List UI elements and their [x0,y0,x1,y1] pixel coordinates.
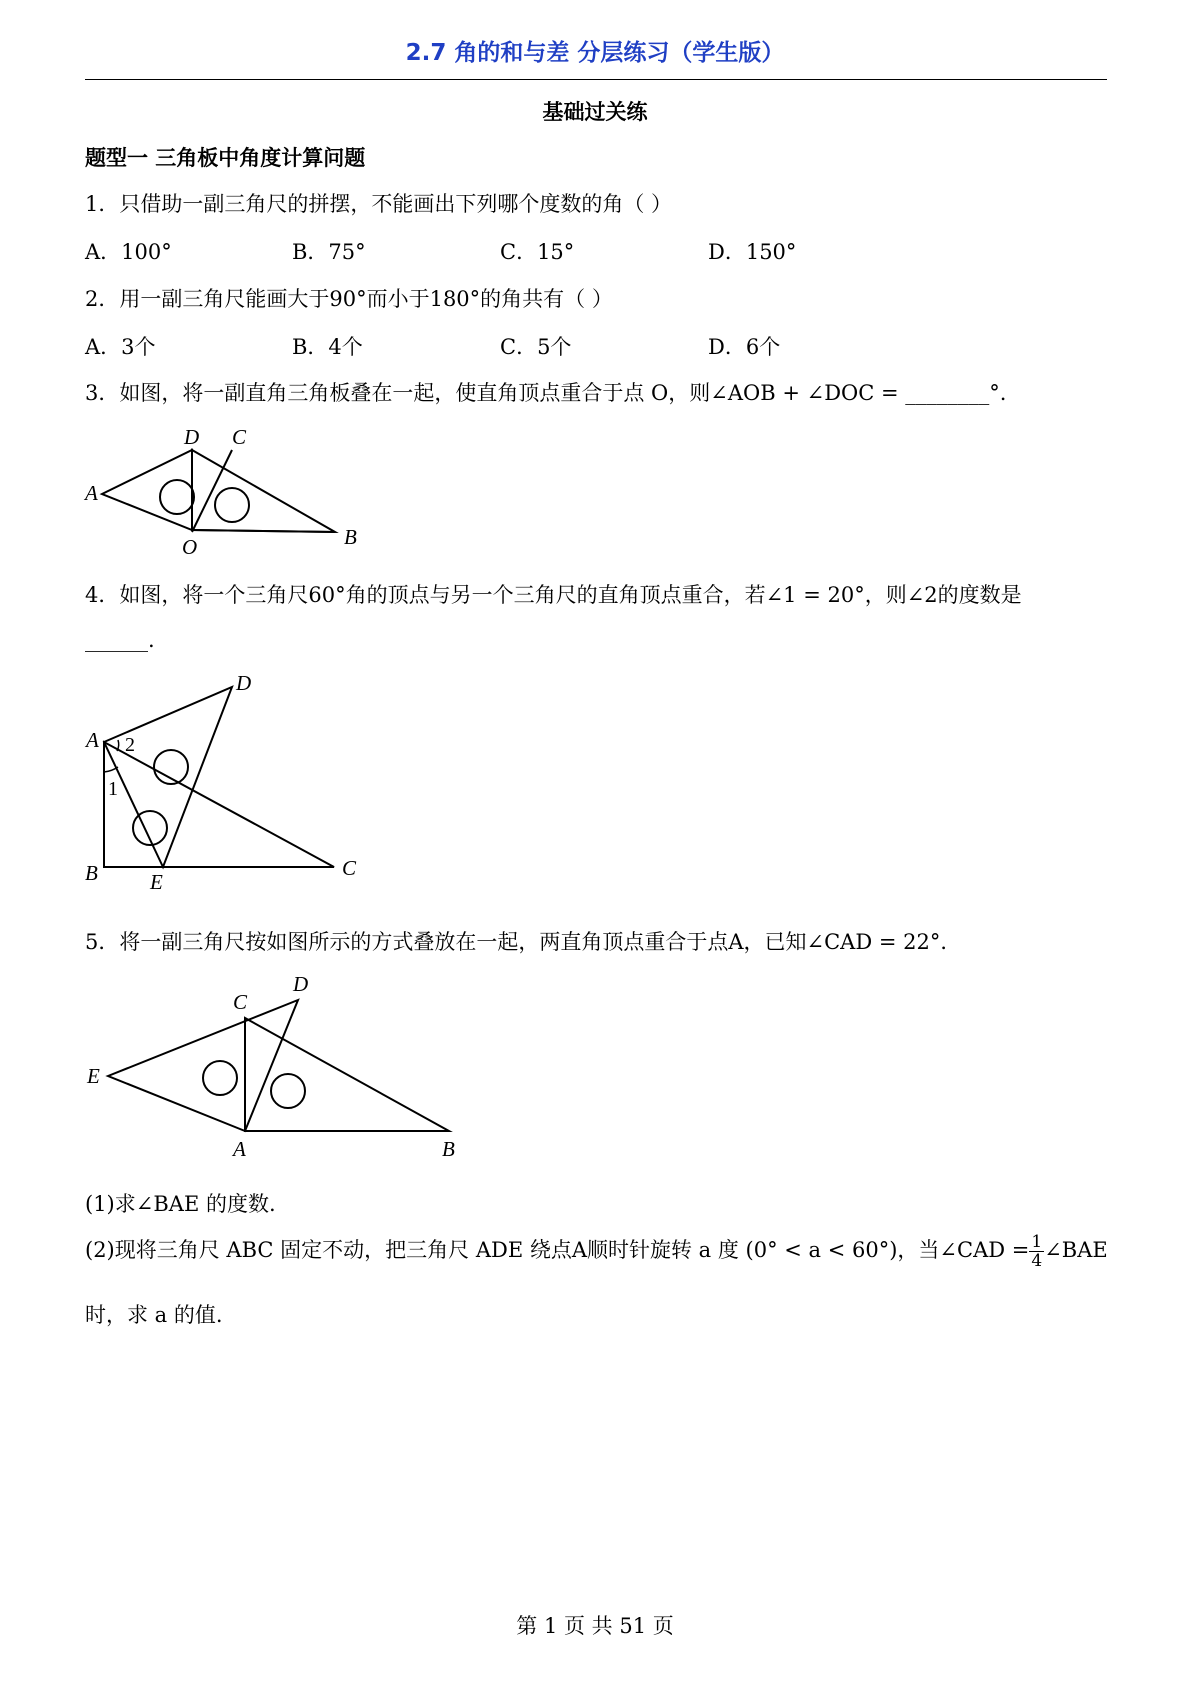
q3-label-a: A [85,481,98,505]
q1-option-a: A．100° [85,240,172,264]
section-title: 基础过关练 [542,100,648,124]
q4-angle-2-arc [117,740,119,751]
question-type-heading: 题型一 三角板中角度计算问题 [85,146,366,170]
q5-label-b: B [442,1137,455,1161]
q3-line-ob [192,530,335,532]
q3-triangle-left [102,450,192,530]
q4-figure [80,675,380,900]
q5-hole-1 [203,1061,237,1095]
q5-triangle-ade [108,1000,298,1131]
q4-label-d: D [236,675,252,695]
q5-fraction-numerator: 1 [1031,1232,1043,1252]
q3-label-o: O [182,535,198,559]
q5-part-2 [85,1233,1108,1270]
q3-label-c: C [232,425,247,449]
document-title: 2.7 角的和与差 分层练习（学生版） [405,40,785,66]
q2-option-d: D．6个 [708,335,781,359]
header-rule [85,79,1107,80]
q5-part-2-angle: ∠BAE [1044,1238,1108,1262]
q3-label-b: B [344,525,357,549]
q5-part-1: (1)求∠BAE 的度数. [85,1192,276,1216]
q5-fraction-denominator: 4 [1031,1251,1043,1271]
q5-label-a: A [233,1137,246,1161]
question-2-stem: 2．用一副三角尺能画大于90°而小于180°的角共有（ ） [85,287,613,311]
question-5-stem: 5．将一副三角尺按如图所示的方式叠放在一起，两直角顶点重合于点A，已知∠CAD = 22°． [85,930,962,954]
q4-triangle-abc [104,742,334,867]
q5-hole-2 [271,1074,305,1108]
q4-label-c: C [342,856,357,880]
q2-option-c: C．5个 [500,335,572,359]
q3-triangle-right [192,450,335,532]
q3-hole-2 [215,488,249,522]
q1-option-b: B．75° [292,240,366,264]
q5-label-e: E [87,1064,100,1088]
question-3-stem: 3．如图，将一副直角三角板叠在一起，使直角顶点重合于点 O，则∠AOB + ∠DOC = ________°. [85,381,1007,405]
q2-option-a: A．3个 [85,335,156,359]
q3-label-d: D [184,425,200,449]
q1-option-c: C．15° [500,240,575,264]
q3-figure [80,420,380,560]
q5-label-c: C [233,990,248,1014]
page-footer: 第 1 页 共 51 页 [516,1614,674,1638]
q3-hole-1 [160,480,194,514]
q5-label-d: D [293,972,309,996]
q2-option-b: B．4个 [292,335,363,359]
q5-figure [80,968,470,1168]
q1-option-d: D．150° [708,240,797,264]
q5-triangle-abc [245,1018,449,1131]
question-4-blank: ______. [85,628,155,652]
question-1-stem: 1．只借助一副三角尺的拼摆，不能画出下列哪个度数的角（ ） [85,192,673,216]
q5-fraction [1029,1233,1044,1270]
q4-label-2: 2 [125,734,135,756]
question-4-stem: 4．如图，将一个三角尺60°角的顶点与另一个三角尺的直角顶点重合，若∠1 = 20°，则∠2的度数是 [85,583,1022,607]
q5-part-2-line-2: 时，求 a 的值. [85,1303,223,1327]
q5-part-2-text: (2)现将三角尺 ABC 固定不动，把三角尺 ADE 绕点A顺时针旋转 a 度 (0° < a < 60°)，当∠CAD = [85,1238,1030,1262]
q4-label-b: B [85,861,98,885]
q4-label-a: A [86,728,99,752]
q4-label-e: E [150,870,163,894]
q4-label-1: 1 [108,778,118,800]
